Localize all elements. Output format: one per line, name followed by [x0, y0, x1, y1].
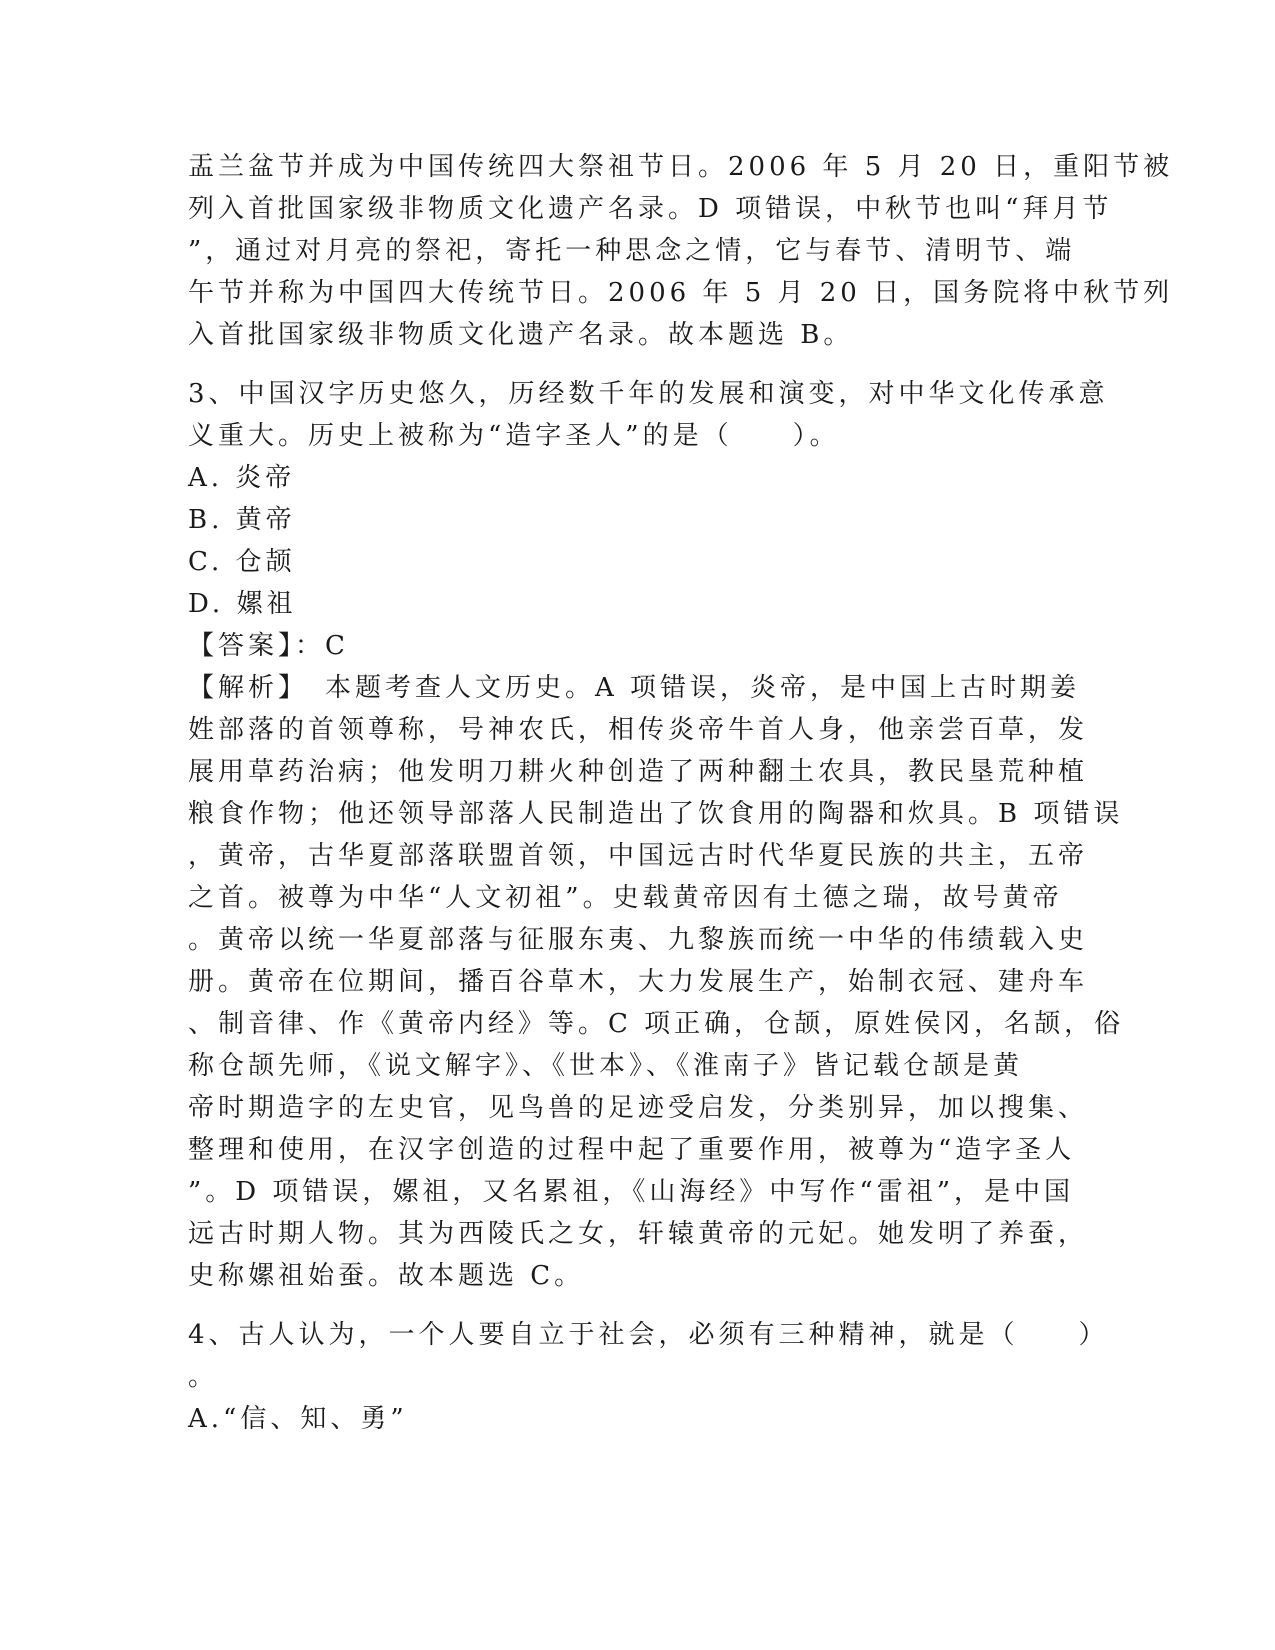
analysis-line: 整理和使用，在汉字创造的过程中起了重要作用，被尊为“造字圣人	[188, 1135, 1076, 1165]
analysis-line: 之首。被尊为中华“人文初祖”。史载黄帝因有土德之瑞，故号黄帝	[188, 883, 1063, 913]
question-stem-line: 。	[188, 1362, 219, 1392]
option-a: A. 炎帝	[188, 463, 296, 493]
analysis-line: 【解析】 本题考查人文历史。A 项错误，炎帝，是中国上古时期姜	[188, 673, 1081, 703]
analysis-line: 粮食作物；他还领导部落人民制造出了饮食用的陶器和炊具。B 项错误	[188, 799, 1124, 829]
document-content	[188, 146, 1174, 1440]
analysis-line: 姓部落的首领尊称，号神农氏，相传炎帝牛首人身，他亲尝百草，发	[188, 715, 1089, 745]
text-line: 盂兰盆节并成为中国传统四大祭祖节日。2006 年 5 月 20 日，重阳节被	[188, 152, 1174, 182]
question-stem-line: 4、古人认为，一个人要自立于社会，必须有三种精神，就是（ ）	[188, 1320, 1109, 1350]
analysis-line: 史称嫘祖始蚕。故本题选 C。	[188, 1261, 585, 1291]
previous-explanation	[188, 146, 1174, 356]
question-4	[188, 1314, 1109, 1440]
question-3	[188, 373, 1125, 1297]
question-stem-line: 3、中国汉字历史悠久，历经数千年的发展和演变，对中华文化传承意	[188, 379, 1109, 409]
analysis-line: 展用草药治病；他发明刀耕火种创造了两种翻土农具，教民垦荒种植	[188, 757, 1089, 787]
option-d: D. 嫘祖	[188, 589, 297, 619]
paragraph-gap	[188, 356, 1088, 373]
text-line: 入首批国家级非物质文化遗产名录。故本题选 B。	[188, 320, 854, 350]
analysis-line: 帝时期造字的左史官，见鸟兽的足迹受启发，分类别异，加以搜集、	[188, 1093, 1089, 1123]
option-c: C. 仓颉	[188, 547, 296, 577]
analysis-line: 。黄帝以统一华夏部落与征服东夷、九黎族而统一中华的伟绩载入史	[188, 925, 1089, 955]
answer-line: 【答案】：C	[188, 631, 349, 661]
analysis-line: ，黄帝，古华夏部落联盟首领，中国远古时代华夏民族的共主，五帝	[188, 841, 1089, 871]
analysis-line: ”。D 项错误，嫘祖，又名累祖，《山海经》中写作“雷祖”，是中国	[188, 1177, 1074, 1207]
paragraph-gap	[188, 1297, 1088, 1314]
analysis-line: 称仓颉先师，《说文解字》、《世本》、《淮南子》皆记载仓颉是黄	[188, 1051, 1024, 1081]
analysis-line: 远古时期人物。其为西陵氏之女，轩辕黄帝的元妃。她发明了养蚕，	[188, 1219, 1089, 1249]
option-b: B. 黄帝	[188, 505, 296, 535]
analysis-line: 册。黄帝在位期间，播百谷草木，大力发展生产，始制衣冠、建舟车	[188, 967, 1089, 997]
text-line: ”，通过对月亮的祭祀，寄托一种思念之情，它与春节、清明节、端	[188, 236, 1076, 266]
text-line: 午节并称为中国四大传统节日。2006 年 5 月 20 日，国务院将中秋节列	[188, 278, 1174, 308]
question-stem-line: 义重大。历史上被称为“造字圣人”的是（ ）。	[188, 421, 840, 451]
analysis-line: 、制音律、作《黄帝内经》等。C 项正确，仓颉，原姓侯冈，名颉，俗	[188, 1009, 1125, 1039]
option-a: A.“信、知、勇”	[188, 1404, 408, 1434]
text-line: 列入首批国家级非物质文化遗产名录。D 项错误，中秋节也叫“拜月节	[188, 194, 1113, 224]
